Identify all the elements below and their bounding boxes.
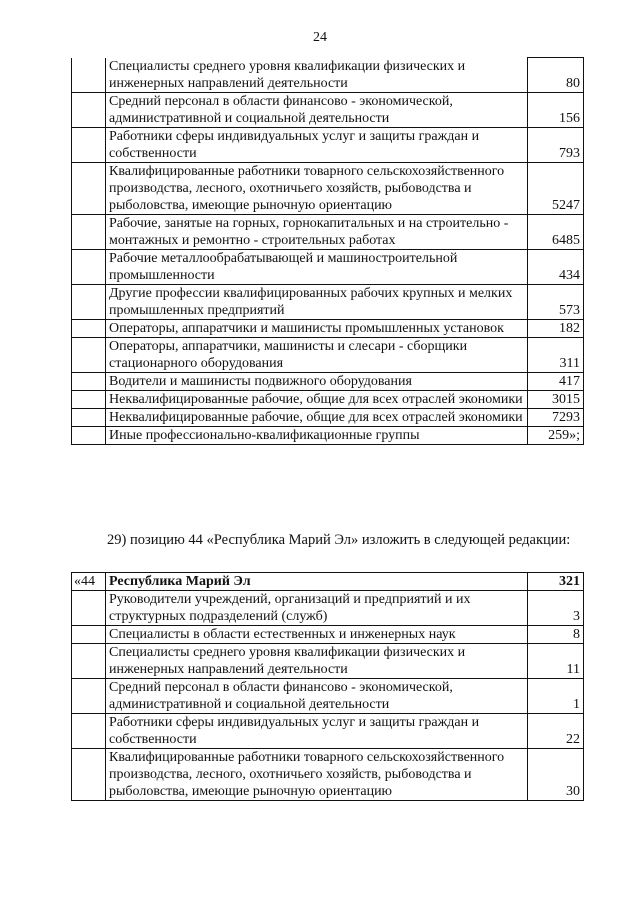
row-number-cell <box>72 679 106 714</box>
table-row <box>72 337 584 372</box>
row-number-cell <box>72 426 106 444</box>
table-row <box>72 390 584 408</box>
occupation-cell: Рабочие, занятые на горных, горнокапитальных и на строительно - монтажных и ремонтно - строительных работах <box>106 214 528 249</box>
table-row <box>72 408 584 426</box>
row-number-cell <box>72 162 106 214</box>
occupation-cell: Квалифицированные работники товарного сельскохозяйственного производства, лесного, охотничьего хозяйств, рыбоводства и рыболовства, имеющие рыночную ориентацию <box>106 162 528 214</box>
value-cell: 156 <box>528 92 584 127</box>
page-number: 24 <box>313 30 327 45</box>
table-row <box>72 214 584 249</box>
table-row <box>72 372 584 390</box>
value-cell: 259»; <box>528 426 584 444</box>
occupation-cell: Рабочие металлообрабатывающей и машиностроительной промышленности <box>106 249 528 284</box>
value-cell: 311 <box>528 337 584 372</box>
occupation-cell: Операторы, аппаратчики и машинисты промышленных установок <box>106 319 528 337</box>
row-number-cell <box>72 319 106 337</box>
table-row <box>72 626 584 644</box>
table-row <box>72 162 584 214</box>
occupation-cell: Неквалифицированные рабочие, общие для всех отраслей экономики <box>106 408 528 426</box>
occupation-cell: Средний персонал в области финансово - экономической, административной и социальной деятельности <box>106 92 528 127</box>
table-row <box>72 644 584 679</box>
row-number-cell <box>72 92 106 127</box>
table-row <box>72 319 584 337</box>
value-cell: 30 <box>528 749 584 801</box>
value-cell: 22 <box>528 714 584 749</box>
occupation-cell: Квалифицированные работники товарного сельскохозяйственного производства, лесного, охотничьего хозяйств, рыбоводства и рыболовства, имеющие рыночную ориентацию <box>106 749 528 801</box>
occupation-cell: Иные профессионально-квалификационные группы <box>106 426 528 444</box>
row-number-cell <box>72 626 106 644</box>
value-cell: 182 <box>528 319 584 337</box>
occupation-cell: Водители и машинисты подвижного оборудования <box>106 372 528 390</box>
table-header-row <box>72 573 584 591</box>
occupation-cell: Специалисты среднего уровня квалификации физических и инженерных направлений деятельности <box>106 644 528 679</box>
value-cell: 573 <box>528 284 584 319</box>
row-number-cell <box>72 249 106 284</box>
row-number-cell <box>72 284 106 319</box>
table-row <box>72 249 584 284</box>
occupation-cell: Специалисты среднего уровня квалификации физических и инженерных направлений деятельности <box>106 58 528 93</box>
row-number-cell <box>72 372 106 390</box>
row-number-cell <box>72 214 106 249</box>
row-number-cell <box>72 337 106 372</box>
value-cell: 6485 <box>528 214 584 249</box>
occupation-cell: Неквалифицированные рабочие, общие для всех отраслей экономики <box>106 390 528 408</box>
occupation-cell: Другие профессии квалифицированных рабочих крупных и мелких промышленных предприятий <box>106 284 528 319</box>
row-number-cell <box>72 644 106 679</box>
value-cell: 793 <box>528 127 584 162</box>
row-number-cell <box>72 591 106 626</box>
value-cell: 1 <box>528 679 584 714</box>
table-row <box>72 426 584 444</box>
occupation-table-continued <box>71 57 584 445</box>
table-row <box>72 749 584 801</box>
table-row <box>72 284 584 319</box>
table-row <box>72 92 584 127</box>
value-cell: 3 <box>528 591 584 626</box>
value-cell: 417 <box>528 372 584 390</box>
table-row <box>72 58 584 93</box>
position-number-cell: «44 <box>72 573 106 591</box>
row-number-cell <box>72 714 106 749</box>
occupation-cell: Руководители учреждений, организаций и предприятий и их структурных подразделений (служб) <box>106 591 528 626</box>
table-row <box>72 127 584 162</box>
occupation-cell: Средний персонал в области финансово - экономической, административной и социальной деятельности <box>106 679 528 714</box>
table-row <box>72 714 584 749</box>
occupation-cell: Операторы, аппаратчики, машинисты и слесари - сборщики стационарного оборудования <box>106 337 528 372</box>
row-number-cell <box>72 127 106 162</box>
occupation-cell: Работники сферы индивидуальных услуг и защиты граждан и собственности <box>106 127 528 162</box>
value-cell: 80 <box>528 58 584 93</box>
row-number-cell <box>72 58 106 93</box>
amendment-paragraph: 29) позицию 44 «Республика Марий Эл» изложить в следующей редакции: <box>107 532 571 548</box>
row-number-cell <box>72 749 106 801</box>
value-cell: 11 <box>528 644 584 679</box>
value-cell: 5247 <box>528 162 584 214</box>
region-total-cell: 321 <box>528 573 584 591</box>
row-number-cell <box>72 408 106 426</box>
value-cell: 7293 <box>528 408 584 426</box>
value-cell: 8 <box>528 626 584 644</box>
value-cell: 434 <box>528 249 584 284</box>
region-name-cell: Республика Марий Эл <box>106 573 528 591</box>
occupation-cell: Специалисты в области естественных и инженерных наук <box>106 626 528 644</box>
table-row <box>72 679 584 714</box>
table-row <box>72 591 584 626</box>
mari-el-table <box>71 572 584 801</box>
occupation-cell: Работники сферы индивидуальных услуг и защиты граждан и собственности <box>106 714 528 749</box>
row-number-cell <box>72 390 106 408</box>
value-cell: 3015 <box>528 390 584 408</box>
